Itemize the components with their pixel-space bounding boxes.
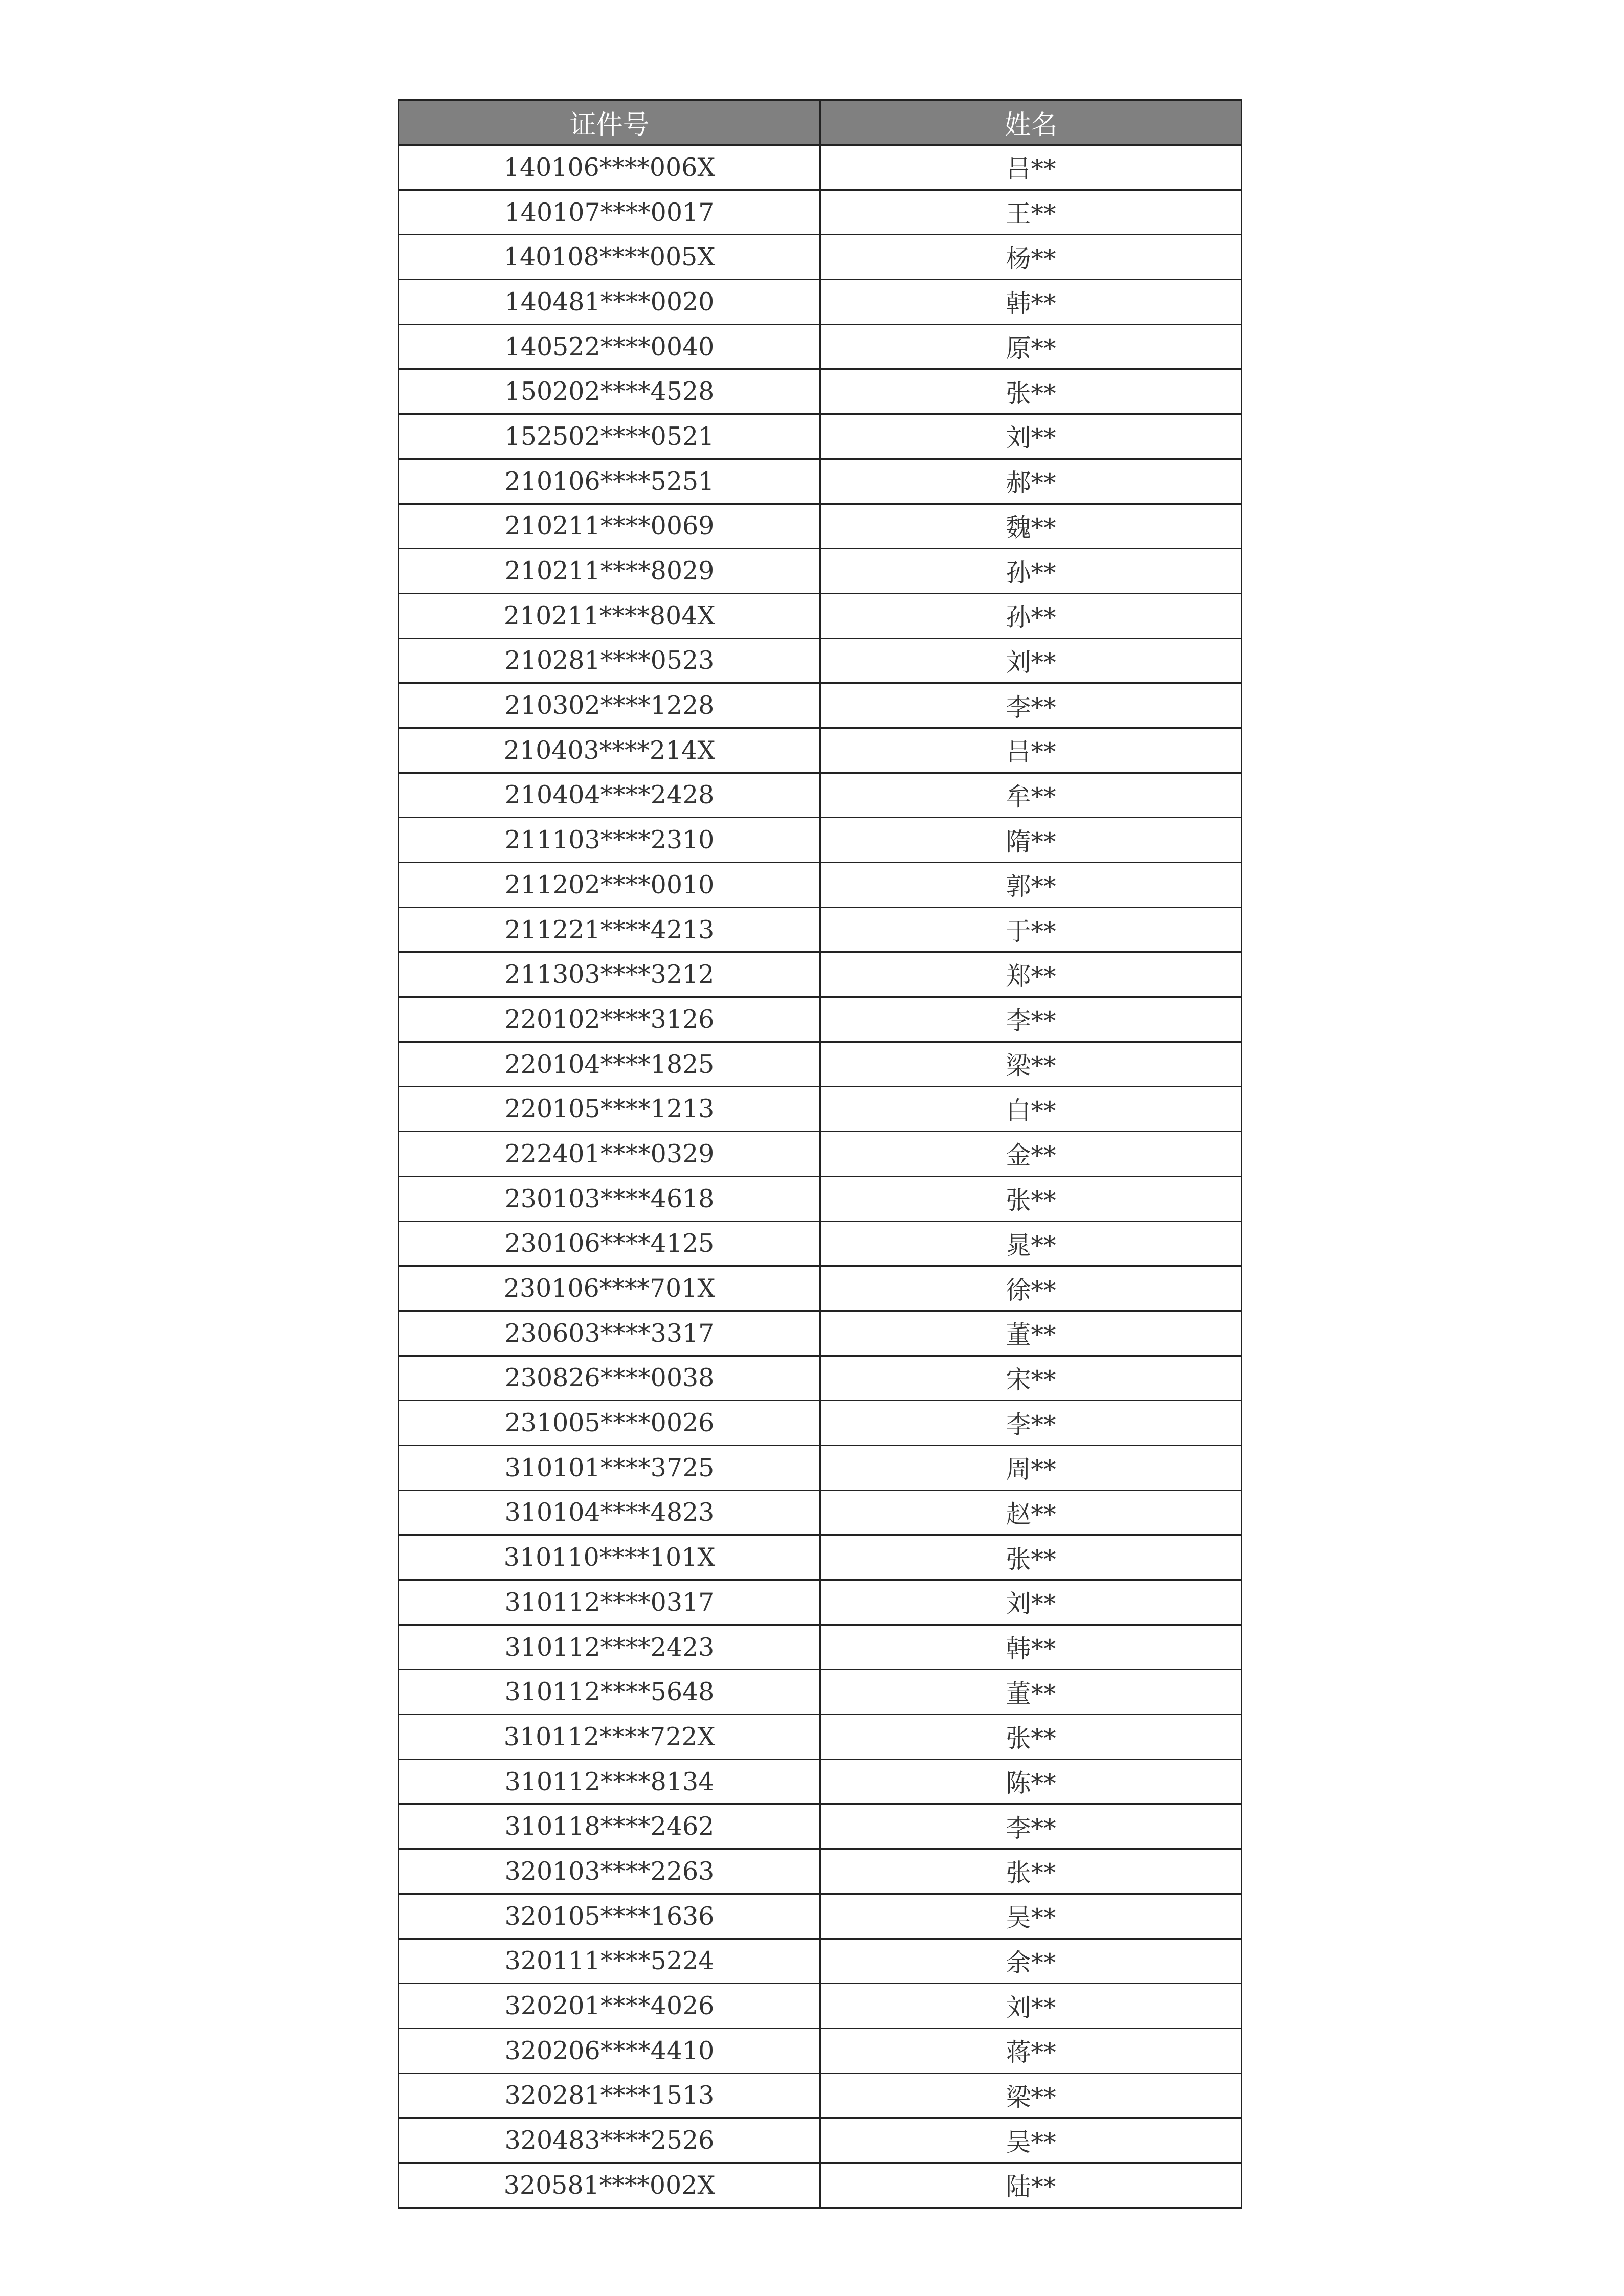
table-row — [399, 2028, 1242, 2073]
id-number-cell: 320105****1636 — [399, 1894, 820, 1939]
table-row — [399, 190, 1242, 235]
name-cell: 孙** — [820, 549, 1242, 594]
table-row — [399, 683, 1242, 728]
id-number-cell: 150202****4528 — [399, 369, 820, 414]
name-cell: 梁** — [820, 2073, 1242, 2118]
id-number-cell: 140522****0040 — [399, 324, 820, 369]
id-number-cell: 210211****0069 — [399, 504, 820, 549]
id-number-cell: 320103****2263 — [399, 1849, 820, 1894]
table-row — [399, 1984, 1242, 2029]
name-cell: 刘** — [820, 638, 1242, 683]
table-row — [399, 145, 1242, 190]
table-row — [399, 1759, 1242, 1804]
name-cell: 隋** — [820, 818, 1242, 863]
table-row — [399, 414, 1242, 459]
id-number-cell: 210281****0523 — [399, 638, 820, 683]
id-number-cell: 310112****2423 — [399, 1625, 820, 1670]
name-cell: 李** — [820, 997, 1242, 1042]
id-number-cell: 310101****3725 — [399, 1445, 820, 1490]
id-number-cell: 310118****2462 — [399, 1804, 820, 1849]
name-cell: 李** — [820, 1804, 1242, 1849]
id-number-cell: 320111****5224 — [399, 1939, 820, 1984]
id-number-cell: 320201****4026 — [399, 1984, 820, 2029]
table-row — [399, 1535, 1242, 1580]
table-row — [399, 1804, 1242, 1849]
table-header — [399, 100, 1242, 145]
name-cell: 魏** — [820, 504, 1242, 549]
table-row — [399, 369, 1242, 414]
name-cell: 吴** — [820, 2118, 1242, 2163]
name-cell: 董** — [820, 1670, 1242, 1715]
table-row — [399, 1176, 1242, 1221]
name-cell: 余** — [820, 1939, 1242, 1984]
name-cell: 张** — [820, 1715, 1242, 1760]
name-cell: 吴** — [820, 1894, 1242, 1939]
name-cell: 陆** — [820, 2163, 1242, 2208]
name-cell: 晁** — [820, 1221, 1242, 1266]
name-cell: 金** — [820, 1132, 1242, 1177]
id-number-cell: 320206****4410 — [399, 2028, 820, 2073]
id-number-cell: 230603****3317 — [399, 1311, 820, 1356]
id-number-cell: 310112****722X — [399, 1715, 820, 1760]
table-row — [399, 1221, 1242, 1266]
id-number-cell: 220104****1825 — [399, 1042, 820, 1087]
name-cell: 刘** — [820, 414, 1242, 459]
name-cell: 孙** — [820, 593, 1242, 638]
table-row — [399, 997, 1242, 1042]
id-number-cell: 220105****1213 — [399, 1087, 820, 1132]
table-row — [399, 728, 1242, 773]
name-cell: 吕** — [820, 145, 1242, 190]
id-number-cell: 140108****005X — [399, 235, 820, 280]
table-row — [399, 863, 1242, 908]
id-number-cell: 320581****002X — [399, 2163, 820, 2208]
id-number-cell: 211202****0010 — [399, 863, 820, 908]
id-number-cell: 310112****0317 — [399, 1580, 820, 1625]
table-row — [399, 1849, 1242, 1894]
name-cell: 宋** — [820, 1356, 1242, 1401]
name-cell: 郭** — [820, 863, 1242, 908]
table-row — [399, 1445, 1242, 1490]
id-number-cell: 310104****4823 — [399, 1490, 820, 1535]
table-row — [399, 504, 1242, 549]
table-row — [399, 1401, 1242, 1446]
id-number-cell: 152502****0521 — [399, 414, 820, 459]
table-row — [399, 1266, 1242, 1311]
id-number-cell: 320281****1513 — [399, 2073, 820, 2118]
id-number-cell: 231005****0026 — [399, 1401, 820, 1446]
name-cell: 张** — [820, 1176, 1242, 1221]
name-cell: 张** — [820, 1535, 1242, 1580]
table-row — [399, 1356, 1242, 1401]
table-row — [399, 324, 1242, 369]
table-row — [399, 1490, 1242, 1535]
table-row — [399, 818, 1242, 863]
table-row — [399, 638, 1242, 683]
id-number-cell: 140106****006X — [399, 145, 820, 190]
name-cell: 原** — [820, 324, 1242, 369]
id-number-cell: 230103****4618 — [399, 1176, 820, 1221]
table-row — [399, 549, 1242, 594]
table-row — [399, 1132, 1242, 1177]
table-row — [399, 952, 1242, 997]
name-cell: 李** — [820, 683, 1242, 728]
header-id-number: 证件号 — [399, 100, 820, 145]
table-row — [399, 1087, 1242, 1132]
table-row — [399, 1311, 1242, 1356]
name-cell: 牟** — [820, 773, 1242, 818]
table-body — [399, 145, 1242, 2208]
name-cell: 赵** — [820, 1490, 1242, 1535]
header-row — [399, 100, 1242, 145]
table-row — [399, 773, 1242, 818]
id-number-cell: 211221****4213 — [399, 907, 820, 952]
table-row — [399, 459, 1242, 504]
name-cell: 郝** — [820, 459, 1242, 504]
name-cell: 韩** — [820, 280, 1242, 325]
name-cell: 梁** — [820, 1042, 1242, 1087]
id-number-cell: 310112****8134 — [399, 1759, 820, 1804]
name-cell: 李** — [820, 1401, 1242, 1446]
name-cell: 杨** — [820, 235, 1242, 280]
name-cell: 周** — [820, 1445, 1242, 1490]
name-cell: 张** — [820, 369, 1242, 414]
table-row — [399, 1042, 1242, 1087]
name-cell: 白** — [820, 1087, 1242, 1132]
table-row — [399, 1894, 1242, 1939]
id-number-cell: 210211****8029 — [399, 549, 820, 594]
table-row — [399, 1715, 1242, 1760]
name-cell: 徐** — [820, 1266, 1242, 1311]
name-cell: 蒋** — [820, 2028, 1242, 2073]
id-name-table — [398, 99, 1242, 2209]
id-number-cell: 310110****101X — [399, 1535, 820, 1580]
table-row — [399, 2118, 1242, 2163]
table-row — [399, 2163, 1242, 2208]
name-cell: 刘** — [820, 1580, 1242, 1625]
name-cell: 陈** — [820, 1759, 1242, 1804]
name-cell: 于** — [820, 907, 1242, 952]
name-cell: 王** — [820, 190, 1242, 235]
table-row — [399, 280, 1242, 325]
id-number-cell: 211103****2310 — [399, 818, 820, 863]
table-row — [399, 235, 1242, 280]
name-cell: 张** — [820, 1849, 1242, 1894]
id-number-cell: 210211****804X — [399, 593, 820, 638]
table-row — [399, 1580, 1242, 1625]
id-number-cell: 210302****1228 — [399, 683, 820, 728]
id-number-cell: 230106****4125 — [399, 1221, 820, 1266]
table-row — [399, 1939, 1242, 1984]
name-cell: 郑** — [820, 952, 1242, 997]
id-number-cell: 222401****0329 — [399, 1132, 820, 1177]
table-row — [399, 1670, 1242, 1715]
id-number-cell: 230106****701X — [399, 1266, 820, 1311]
id-number-cell: 211303****3212 — [399, 952, 820, 997]
id-number-cell: 220102****3126 — [399, 997, 820, 1042]
table-row — [399, 907, 1242, 952]
name-cell: 韩** — [820, 1625, 1242, 1670]
id-number-cell: 230826****0038 — [399, 1356, 820, 1401]
id-number-cell: 210403****214X — [399, 728, 820, 773]
name-cell: 董** — [820, 1311, 1242, 1356]
id-number-cell: 140481****0020 — [399, 280, 820, 325]
table-row — [399, 1625, 1242, 1670]
name-cell: 吕** — [820, 728, 1242, 773]
table-row — [399, 2073, 1242, 2118]
name-cell: 刘** — [820, 1984, 1242, 2029]
id-number-cell: 140107****0017 — [399, 190, 820, 235]
header-name: 姓名 — [820, 100, 1242, 145]
id-number-cell: 310112****5648 — [399, 1670, 820, 1715]
id-number-cell: 210106****5251 — [399, 459, 820, 504]
table-row — [399, 593, 1242, 638]
id-number-cell: 320483****2526 — [399, 2118, 820, 2163]
id-number-cell: 210404****2428 — [399, 773, 820, 818]
